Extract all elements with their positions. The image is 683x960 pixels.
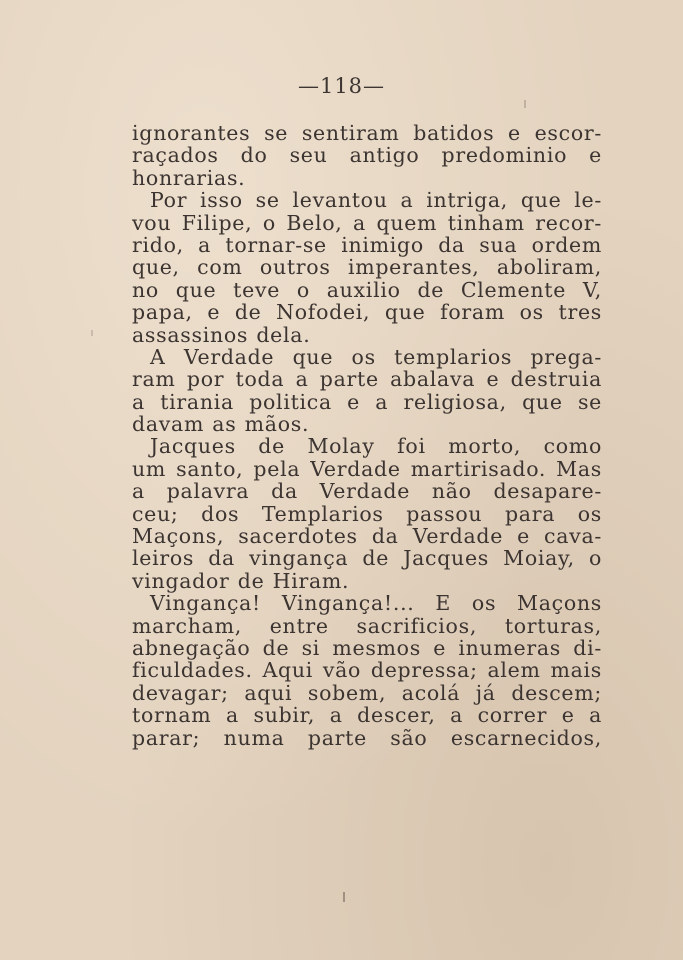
- paragraph-start-line: Vingança! Vingança!... E os Maçons: [150, 591, 602, 616]
- text-line: vou Filipe, o Belo, a quem tinham recor-: [132, 210, 602, 235]
- text-line: abnegação de si mesmos e inumeras di-: [132, 635, 602, 660]
- page-number: —118—: [297, 74, 386, 98]
- paragraph-start-line: Jacques de Molay foi morto, como: [150, 434, 602, 459]
- text-line: vingador de Hiram.: [132, 568, 350, 593]
- text-line: a tirania politica e a religiosa, que se: [132, 389, 602, 414]
- text-line: ignorantes se sentiram batidos e escor-: [132, 121, 602, 145]
- text-line: raçados do seu antigo predominio e: [132, 143, 602, 168]
- paper-speck: [91, 330, 93, 336]
- text-line: davam as mãos.: [132, 412, 310, 437]
- body-text: [132, 122, 602, 749]
- text-line: marcham, entre sacrificios, torturas,: [132, 613, 602, 638]
- text-line: ficuldades. Aqui vão depressa; alem mais: [132, 658, 602, 683]
- text-line: papa, e de Nofodei, que foram os tres: [132, 300, 602, 325]
- paragraph-start-line: Por isso se levantou a intriga, que le-: [150, 188, 602, 213]
- text-line: parar; numa parte são escarnecidos,: [132, 725, 602, 750]
- paper-speck: [524, 100, 526, 108]
- text-line: tornam a subir, a descer, a correr e a: [132, 703, 602, 728]
- text-line: rido, a tornar-se inimigo da sua ordem: [132, 232, 602, 257]
- text-line: leiros da vingança de Jacques Moiay, o: [132, 546, 602, 571]
- paper-speck: [343, 892, 345, 902]
- text-line: ram por toda a parte abalava e destruia: [132, 367, 602, 392]
- text-line: a palavra da Verdade não desapare-: [132, 479, 602, 504]
- text-line: honrarias.: [132, 165, 246, 190]
- text-line: devagar; aqui sobem, acolá já descem;: [132, 680, 602, 705]
- paragraph-start-line: A Verdade que os templarios prega-: [150, 344, 602, 369]
- text-line: que, com outros imperantes, aboliram,: [132, 255, 602, 280]
- text-line: assassinos dela.: [132, 322, 311, 347]
- text-line: no que teve o auxilio de Clemente V,: [132, 277, 602, 302]
- text-line: Maçons, sacerdotes da Verdade e cava-: [132, 524, 602, 549]
- text-line: um santo, pela Verdade martirisado. Mas: [132, 456, 602, 481]
- text-line: ceu; dos Templarios passou para os: [132, 501, 602, 526]
